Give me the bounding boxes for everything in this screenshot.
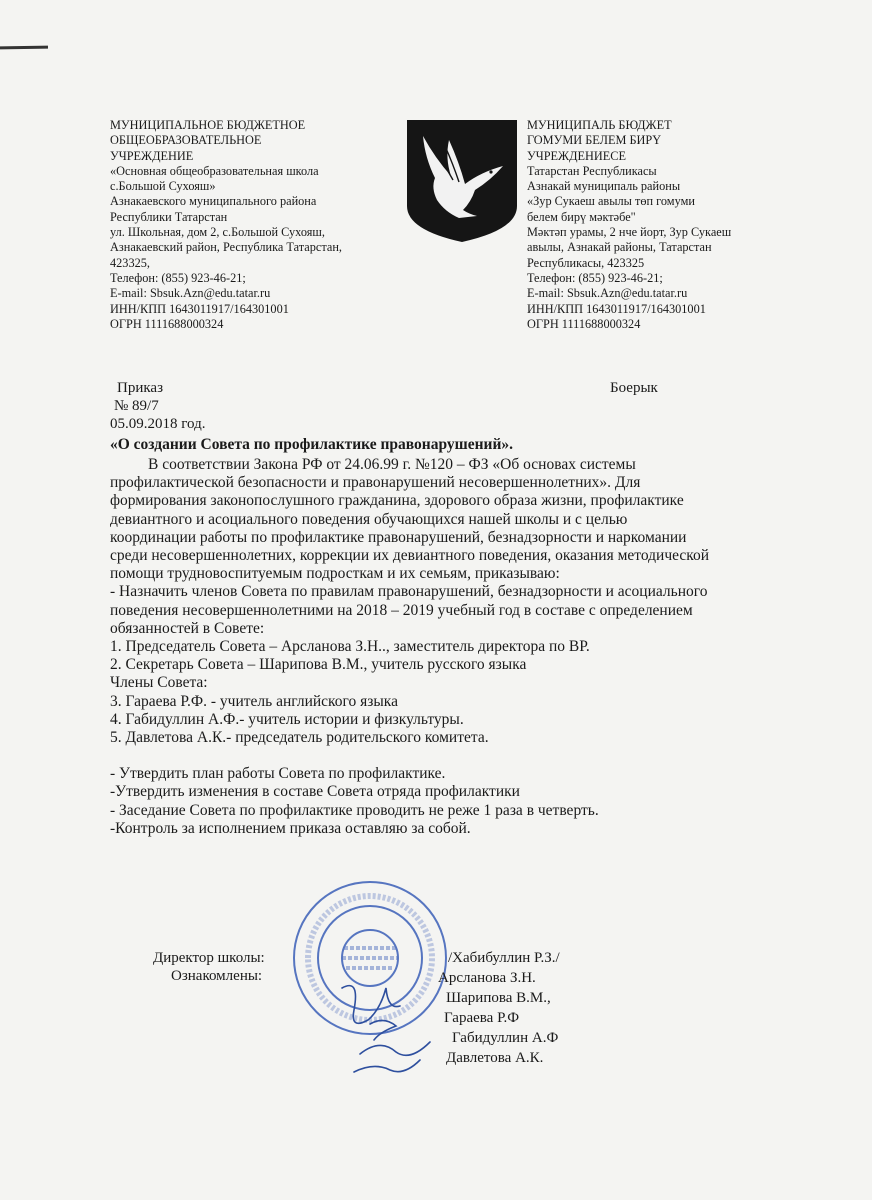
signer-name: Гараева Р.Ф <box>444 1010 520 1026</box>
header-left-block <box>110 118 400 332</box>
header-left-line: УЧРЕЖДЕНИЕ <box>110 148 194 163</box>
order-subject: «О создании Совета по профилактике правонарушений». <box>110 436 514 453</box>
member-line: 1. Председатель Совета – Арсланова З.Н.., заместитель директора по ВР. <box>110 638 590 656</box>
director-name: /Хабибуллин Р.З./ <box>448 950 560 966</box>
signature-stroke <box>342 986 400 1024</box>
signer-name: Габидуллин А.Ф <box>452 1030 559 1046</box>
header-left-line: ОБЩЕОБРАЗОВАТЕЛЬНОЕ <box>110 133 262 148</box>
directive-line: -Утвердить изменения в составе Совета отряда профилактики <box>110 783 520 801</box>
header-right-line: ГОМУМИ БЕЛЕМ БИРҮ <box>527 133 662 148</box>
emblem-eye <box>489 170 492 173</box>
header-right-line: Азнакай муниципаль районы <box>527 179 681 194</box>
order-title-ru: Приказ <box>117 380 164 396</box>
header-right-line: Республикасы, 423325 <box>527 255 645 270</box>
bird-emblem-icon <box>405 118 519 244</box>
header-left-line: 423325, <box>110 255 150 270</box>
header-left-line: МУНИЦИПАЛЬНОЕ БЮДЖЕТНОЕ <box>110 118 306 132</box>
header-right-line: МУНИЦИПАЛЬ БЮДЖЕТ <box>527 118 672 132</box>
header-right-line: Телефон: (855) 923-46-21; <box>527 270 663 285</box>
members-heading: Члены Совета: <box>110 674 208 692</box>
header-right-line: E-mail: Sbsuk.Azn@edu.tatar.ru <box>527 286 688 301</box>
member-line: 5. Давлетова А.К.- председатель родительского комитета. <box>110 729 489 747</box>
signers-list <box>438 948 560 1068</box>
header-left-line: с.Большой Сухояш» <box>110 179 216 194</box>
header-right-line: Мәктәп урамы, 2 нче йорт, Зур Сукаеш <box>527 225 732 240</box>
member-line: 4. Габидуллин А.Ф.- учитель истории и физкультуры. <box>110 710 464 728</box>
member-line: 2. Секретарь Совета – Шарипова В.М., учитель русского языка <box>110 656 527 674</box>
preamble-line: формирования законопослушного гражданина, здорового образа жизни, профилактике <box>110 492 684 510</box>
directive-line: -Контроль за исполнением приказа оставляю за собой. <box>110 819 471 837</box>
director-label: Директор школы: <box>153 950 265 966</box>
signature-stroke <box>370 1020 396 1040</box>
header-left-line: Телефон: (855) 923-46-21; <box>110 270 246 285</box>
header-left-line: ул. Школьная, дом 2, с.Большой Сухояш, <box>110 225 325 240</box>
appoint-line: - Назначить членов Совета по правилам правонарушений, безнадзорности и асоциального <box>110 583 708 601</box>
header-right-line: УЧРЕЖДЕНИЕСЕ <box>527 148 626 163</box>
header-right-line: белем бирү мәктәбе" <box>527 209 636 224</box>
scan-artifact <box>0 46 48 50</box>
header-left-line: Республики Татарстан <box>110 209 228 224</box>
signer-name: Шарипова В.М., <box>446 990 551 1006</box>
header-right-line: ОГРН 1111688000324 <box>527 316 641 331</box>
appoint-line: поведения несовершеннолетними на 2018 – 2019 учебный год в составе с определением <box>110 601 693 619</box>
acquainted-label: Ознакомлены: <box>171 968 263 984</box>
preamble-line: помощи трудновоспитуемым подросткам и их семьям, приказываю: <box>110 565 560 583</box>
header-right-line: «Зур Сукаеш авылы төп гомуми <box>527 194 695 209</box>
preamble-line: девиантного и асоциального поведения обучающихся нашей школы и с целью <box>110 510 628 528</box>
header-right-line: ИНН/КПП 1643011917/164301001 <box>527 301 706 316</box>
header-left-line: ИНН/КПП 1643011917/164301001 <box>110 301 289 316</box>
preamble-line: среди несовершеннолетних, коррекции их девиантного поведения, оказания методической <box>110 547 710 565</box>
header-right-line: Татарстан Республикасы <box>527 163 657 178</box>
spacer <box>110 747 790 765</box>
header-left-line: Азнакаевского муниципального района <box>110 194 317 209</box>
preamble-line: координации работы по профилактике правонарушений, безнадзорности и наркомании <box>110 528 687 546</box>
signer-name: Арсланова З.Н. <box>438 970 536 986</box>
header-right-block <box>527 118 827 332</box>
handwritten-signature-icon <box>340 980 450 1080</box>
order-number: № 89/7 <box>114 398 159 414</box>
directive-line: - Заседание Совета по профилактике проводить не реже 1 раза в четверть. <box>110 801 599 819</box>
header-left-line: «Основная общеобразовательная школа <box>110 163 319 178</box>
signature-stroke <box>354 1060 420 1072</box>
appoint-line: обязанностей в Совете: <box>110 619 265 637</box>
directive-line: - Утвердить план работы Совета по профилактике. <box>110 765 446 783</box>
header-left-line: Азнакаевский район, Республика Татарстан, <box>110 240 342 255</box>
signer-name: Давлетова А.К. <box>446 1050 544 1066</box>
order-date: 05.09.2018 год. <box>110 416 206 432</box>
signature-stroke <box>360 1042 430 1055</box>
header-left-line: ОГРН 1111688000324 <box>110 316 224 331</box>
header-left-line: E-mail: Sbsuk.Azn@edu.tatar.ru <box>110 286 271 301</box>
preamble-line: В соответствии Закона РФ от 24.06.99 г. №120 – ФЗ «Об основах системы <box>148 456 636 473</box>
order-body <box>110 456 790 838</box>
order-title-tt: Боерык <box>610 380 658 396</box>
seal-center-text <box>342 948 398 968</box>
header-right-line: авылы, Азнакай районы, Татарстан <box>527 240 712 255</box>
preamble-line: профилактической безопасности и правонарушений несовершеннолетних». Для <box>110 474 641 492</box>
member-line: 3. Гараева Р.Ф. - учитель английского языка <box>110 692 398 710</box>
